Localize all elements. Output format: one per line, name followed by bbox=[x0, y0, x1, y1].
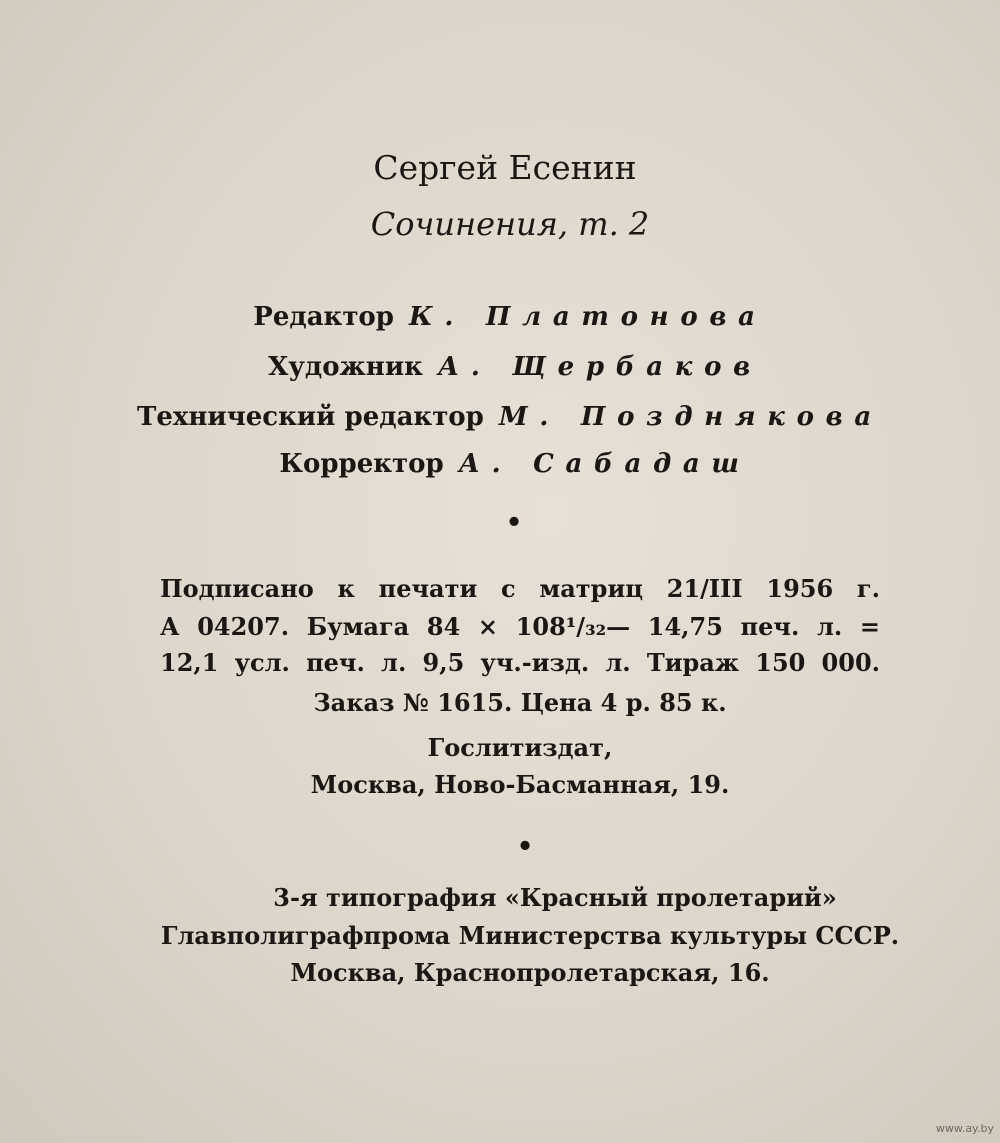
book-title: Сочинения, т. 2 bbox=[370, 205, 650, 243]
credit-role: Художник bbox=[268, 352, 423, 382]
imprint-line: Подписано к печати с матриц 21/III 1956 г. bbox=[160, 574, 880, 603]
credit-role: Редактор bbox=[253, 302, 394, 332]
imprint-order: Заказ № 1615. Цена 4 р. 85 к. bbox=[313, 688, 727, 717]
separator-bullet: • bbox=[505, 508, 523, 538]
credit-name: К. Платонова bbox=[409, 302, 767, 332]
credit-proofreader bbox=[0, 449, 1000, 479]
credit-editor bbox=[0, 302, 1000, 332]
credit-name: А. Щербаков bbox=[437, 352, 762, 382]
separator-bullet: • bbox=[516, 832, 534, 862]
imprint-line: А 04207. Бумага 84 × 108¹/₃₂— 14,75 печ. л. = bbox=[160, 612, 880, 641]
printer-line: 3-я типография «Красный пролетарий» bbox=[273, 883, 837, 912]
credit-role: Технический редактор bbox=[137, 402, 484, 432]
printer-line: Москва, Краснопролетарская, 16. bbox=[290, 958, 770, 987]
credit-tech-editor bbox=[0, 402, 1000, 432]
publisher-address: Москва, Ново-Басманная, 19. bbox=[310, 770, 730, 799]
credit-name: А. Сабадаш bbox=[458, 449, 751, 479]
credit-role: Корректор bbox=[279, 449, 444, 479]
credit-artist bbox=[0, 352, 1000, 382]
author-name: Сергей Есенин bbox=[373, 148, 637, 187]
printer-line: Главполиграфпрома Министерства культуры СССР. bbox=[160, 921, 900, 950]
imprint-line: 12,1 усл. печ. л. 9,5 уч.-изд. л. Тираж 150 000. bbox=[160, 648, 880, 677]
credit-name: М. Позднякова bbox=[498, 402, 883, 432]
watermark: www.ay.by bbox=[935, 1122, 994, 1135]
publisher-name: Гослитиздат, bbox=[427, 733, 613, 762]
